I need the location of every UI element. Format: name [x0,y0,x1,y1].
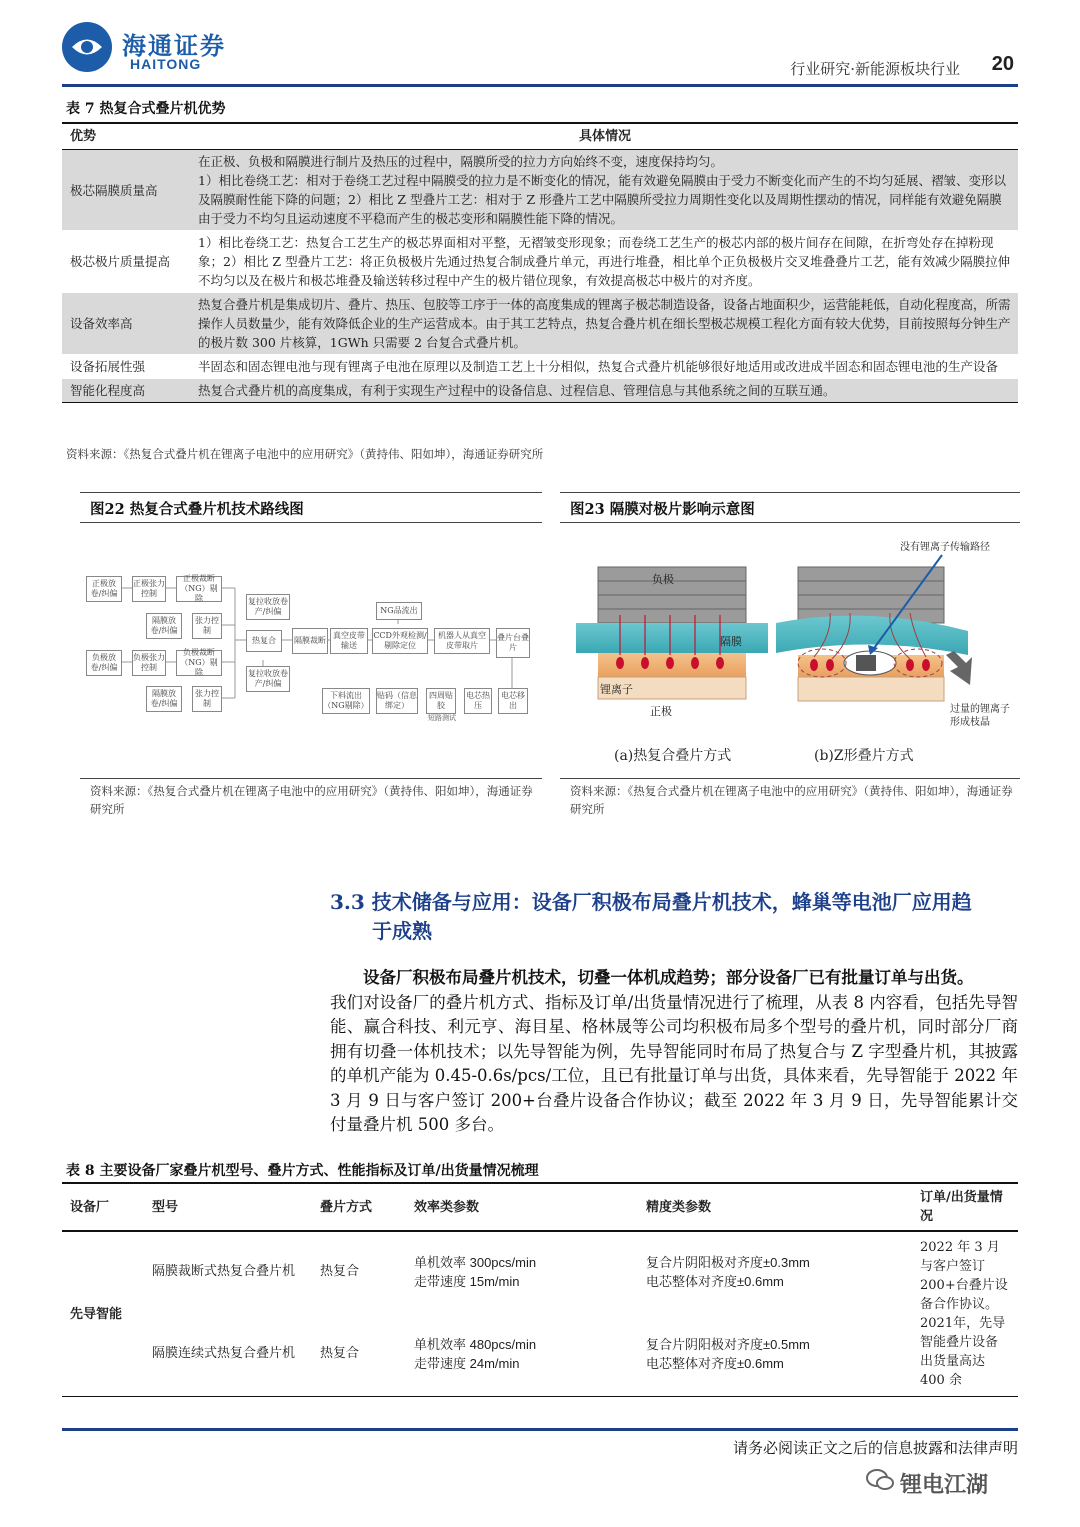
table8-header-company: 设备厂 [62,1184,144,1231]
table-row [62,355,1018,379]
table8-title: 表 8 主要设备厂家叠片机型号、叠片方式、性能指标及订单/出货量情况梳理 [66,1163,539,1179]
table8 [62,1184,1018,1397]
flow-box: CCD外观检测/剔除定位 [372,628,428,654]
table8-orders: 2022 年 3 月与客户签订 200+台叠片设备合作协议。2021年，先导智能叠片设备出货量高达 400 余 [912,1231,1018,1397]
table8-header-method: 叠片方式 [312,1184,406,1231]
table-row [62,1231,1018,1312]
fig22-flowchart [80,560,542,720]
table8-model: 隔膜裁断式热复合叠片机 [152,1264,296,1280]
table-row [62,1312,1018,1397]
table-row [62,231,1018,293]
table8-header-orders: 订单/出货量情况 [912,1184,1018,1231]
page-number: 20 [991,53,1014,75]
table7-source: 资料来源：《热复合式叠片机在锂离子电池中的应用研究》（黄持伟、阳如坤），海通证券研究所 [66,447,544,461]
table7-key: 设备效率高 [62,293,192,355]
table7-title: 表 7 热复合式叠片机优势 [66,101,226,117]
logo-english-name: HAITONG [130,56,202,72]
table8-method: 热复合 [312,1312,406,1397]
flow-box: 电芯移出 [498,688,528,714]
flow-box: 负极裁断（NG）剔除 [176,650,222,676]
flow-box: 隔膜放卷/纠偏 [146,613,182,639]
flow-box: 正极放卷/纠偏 [86,576,122,602]
flow-box: 机器人从真空皮带取片 [434,628,490,654]
table7-detail [192,150,1018,231]
flow-box: 负极张力控制 [132,650,166,676]
table8-efficiency [406,1312,638,1397]
flow-box: 张力控制 [192,686,222,712]
table8-efficiency-line: 走带速度 15m/min [414,1273,520,1289]
table7-key: 智能化程度高 [62,379,192,403]
flow-box: 正极张力控制 [132,576,166,602]
fig23-caption-a: (a)热复合叠片方式 [614,748,732,764]
table7-detail: 热复合叠片机是集成切片、叠片、热压、包胶等工序于一体的高度集成的锂离子极芯制造设备，设备占地面积少，运营能耗低，自动化程度高，所需操作人员数量少，能有效降低企业的生产运营成本。由于其工艺特点，热复合叠片机在细长型极芯规模工程化方面有较大优势，目前按照每分钟生产的极片数 300 片核算，1GWh 只需要 2 台复合式叠片机。 [192,293,1018,355]
table8-header-efficiency: 效率类参数 [406,1184,638,1231]
flow-box: 贴码（信息绑定） [376,688,418,714]
flow-box: 下料流出（NG剔除） [322,688,370,714]
section-lead: 设备厂积极布局叠片机技术，切叠一体机成趋势；部分设备厂已有批量订单与出货。 [363,968,974,987]
flow-box: 真空皮带输送 [330,628,368,654]
table8-precision-line: 复合片阴阳极对齐度±0.5mm [646,1336,810,1352]
table8-method: 热复合 [320,1264,360,1280]
flow-box: 负极放卷/纠偏 [86,650,122,676]
fig22-top-rule [80,492,542,493]
section-paragraph [330,966,1018,1138]
flow-box: 正极裁断（NG）剔除 [176,576,222,602]
table8-precision [638,1231,912,1312]
table8-precision [638,1312,912,1397]
table8-header-precision: 精度类参数 [638,1184,912,1231]
table7 [62,124,1018,403]
fig23-label-separator: 隔膜 [720,635,742,648]
header-divider [62,84,1018,87]
table7-detail: 1）相比卷绕工艺：热复合工艺生产的极芯界面相对平整，无褶皱变形现象；而卷绕工艺生产的极芯内部的极片间存在间隙，在折弯处存在掉粉现象；2）相比 Z 型叠片工艺：将正负极极片先通过热复合制成叠片单元，再进行堆叠，相比单个正负极极片交叉堆叠叠片工艺，能有效减少隔膜拉伸不均匀以及在极片和极芯堆叠及输送转移过程中产生的极片错位现象，有效提高极芯中极片的对齐度。 [192,231,1018,293]
section-heading [330,888,1020,946]
fig23-illustration [570,535,1018,767]
table-row [62,150,1018,231]
fig23-label-anode: 负极 [652,573,674,586]
table7-header-advantage: 优势 [62,124,192,150]
fig22-title-rule [80,522,542,523]
table8-efficiency-line: 单机效率 300pcs/min [414,1254,537,1270]
table-row [62,293,1018,355]
flow-box: 叠片台叠片 [496,628,530,658]
fig23-title-rule [560,522,1020,523]
table7-detail: 半固态和固态锂电池与现有锂离子电池在原理以及制造工艺上十分相似，热复合式叠片机能够很好地适用或改进成半固态和固态锂电池的生产设备 [192,355,1018,379]
flow-box: 隔膜放卷/纠偏 [146,686,182,712]
fig23-top-rule [560,492,1020,493]
table8-company: 先导智能 [62,1231,144,1397]
flow-box: 复拉收放卷产/纠偏 [246,594,290,620]
table7-line: 在正极、负极和隔膜进行制片及热压的过程中，隔膜所受的拉力方向始终不变，速度保持均匀。 [198,154,724,169]
fig23-label-cathode: 正极 [650,705,672,718]
section-heading-line1: 3.3 技术储备与应用：设备厂积极布局叠片机技术，蜂巢等电池厂应用趋 [330,890,972,914]
table7-key: 设备拓展性强 [62,355,192,379]
table8-efficiency-line: 走带速度 24m/min [414,1355,520,1371]
flow-box: 复拉收放卷产/纠偏 [246,666,290,692]
fig22-bottom-rule [80,778,542,779]
table7-header-detail: 具体情况 [192,124,1018,150]
flow-box: 隔膜裁断 [292,628,328,654]
flow-box: 热复合 [246,630,282,652]
flow-box: 张力控制 [192,613,222,639]
table8-precision-line: 复合片阴阳极对齐度±0.3mm [646,1254,810,1270]
fig23-label-no-path: 没有锂离子传输路径 [900,542,990,553]
haitong-logo-icon [62,22,112,72]
flow-box: NG品流出 [376,602,422,620]
table8-efficiency-line: 单机效率 480pcs/min [414,1336,537,1352]
watermark-text: 锂电江湖 [900,1472,989,1497]
table8-precision-line: 电芯整体对齐度±0.6mm [646,1273,784,1289]
footer-disclaimer: 请务必阅读正文之后的信息披露和法律声明 [732,1439,1018,1457]
fig22-source: 资料来源：《热复合式叠片机在锂离子电池中的应用研究》（黄持伟、阳如坤），海通证券研究所 [90,784,533,816]
fig23-caption-b: (b)Z形叠片方式 [814,748,914,764]
table7-detail: 热复合式叠片机的高度集成，有利于实现生产过程中的设备信息、过程信息、管理信息与其他系统之间的互联互通。 [192,379,1018,403]
table8-precision-line: 电芯整体对齐度±0.6mm [646,1355,784,1371]
header-category: 行业研究·新能源板块行业 [790,60,960,78]
fig23-label-lithium: 锂离子 [600,683,633,696]
wechat-icon [866,1468,894,1492]
flow-note: 短路测试 [428,714,456,722]
footer-divider [62,1428,1018,1431]
table7-line: 1）相比卷绕工艺：相对于卷绕工艺过程中隔膜受的拉力是不断变化的情况，能有效避免隔膜由于受力不断变化而产生的不均匀延展、褶皱、变形以及隔膜耐性能下降的问题；2）相比 Z 型叠片工艺：相对于 Z 形叠片工艺中隔膜所受拉力周期性变化以及周期性摆动的情况，同样能有效避免隔膜由于受力不均匀且运动速度不平稳而产生的极芯变形和隔膜性能下降的情况。 [198,173,1006,226]
fig23-title: 图23 隔膜对极片影响示意图 [570,501,755,518]
flow-box: 四周贴胶 [426,688,456,714]
flow-box: 电芯热压 [464,688,492,714]
logo-chinese-name: 海通证券 [122,31,226,60]
fig23-source: 资料来源：《热复合式叠片机在锂离子电池中的应用研究》（黄持伟、阳如坤），海通证券研究所 [570,784,1013,816]
section-body: 我们对设备厂的叠片机方式、指标及订单/出货量情况进行了梳理，从表 8 内容看，包括先导智能、赢合科技、利元亨、海目星、格林晟等公司均积极布局多个型号的叠片机，同时部分厂商拥有切叠一体机技术；以先导智能为例，先导智能同时布局了热复合与 Z 字型叠片机，其披露的单机产能为 0.45-0.6s/pcs/工位，且已有批量订单与出货，具体来看，先导智能于 2022 年 3 月 9 日与客户签订 200+台叠片设备合作协议；截至 2022 年 3 月 9 日，先导智能累计交付量叠片机 500 多台。 [330,992,1018,1134]
table7-key: 极芯极片质量提高 [62,231,192,293]
table8-model: 隔膜连续式热复合叠片机 [144,1312,312,1397]
table-row [62,379,1018,403]
table7-key: 极芯隔膜质量高 [62,150,192,231]
fig22-title: 图22 热复合式叠片机技术路线图 [90,501,304,518]
section-heading-line2: 于成熟 [372,919,432,943]
table8-header-model: 型号 [144,1184,312,1231]
table8-efficiency [406,1231,638,1312]
fig23-label-dendrite: 过量的锂离子形成枝晶 [950,704,1010,728]
fig23-bottom-rule [560,778,1020,779]
